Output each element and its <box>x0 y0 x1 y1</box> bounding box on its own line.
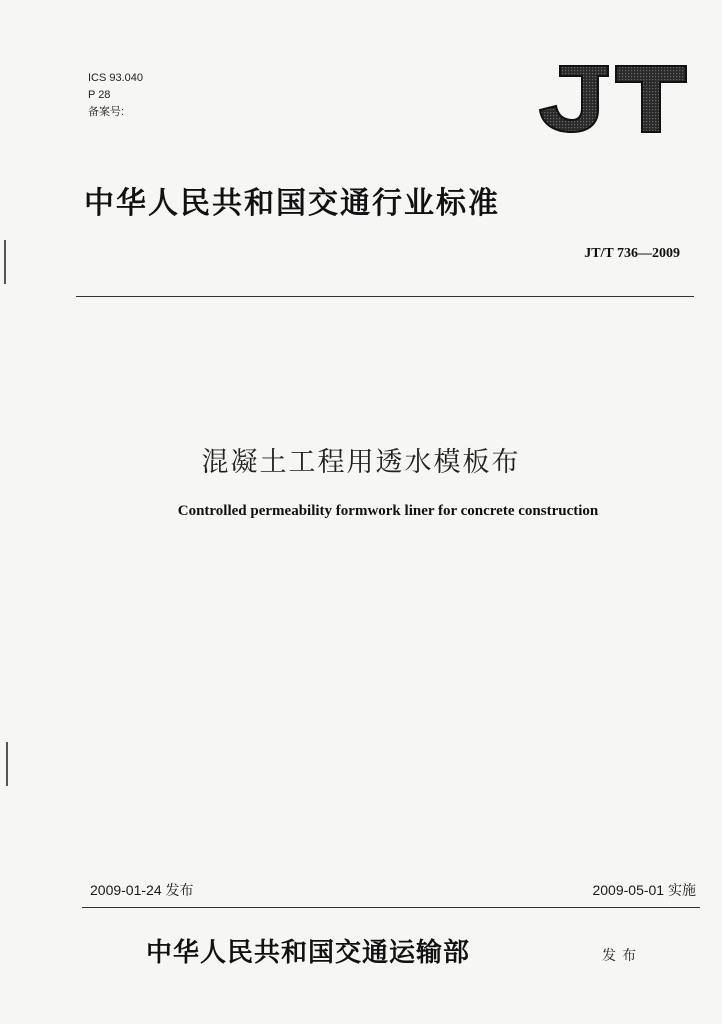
bottom-divider <box>82 907 700 908</box>
issue-date: 2009-01-24 发布 <box>90 882 194 898</box>
document-title-en: Controlled permeability formwork liner for concrete construction <box>177 503 599 519</box>
publish-label: 发布 <box>602 948 642 964</box>
filing-number-label: 备案号: <box>88 106 125 118</box>
jt-logo <box>538 64 688 134</box>
publisher-name: 中华人民共和国交通运输部 <box>146 938 471 968</box>
ics-code: ICS 93.040 <box>88 72 144 84</box>
standard-number: JT/T 736—2009 <box>584 246 680 261</box>
category-code: P 28 <box>88 89 111 101</box>
classification-block <box>88 70 143 121</box>
scan-edge-mark <box>6 742 8 786</box>
standard-category-title: 中华人民共和国交通行业标准 <box>84 186 500 221</box>
top-divider <box>76 296 694 297</box>
document-title-cn: 混凝土工程用透水模板布 <box>201 447 521 478</box>
implementation-date: 2009-05-01 实施 <box>592 882 696 898</box>
scan-edge-mark <box>4 240 6 284</box>
logo-text: JT <box>538 64 539 65</box>
